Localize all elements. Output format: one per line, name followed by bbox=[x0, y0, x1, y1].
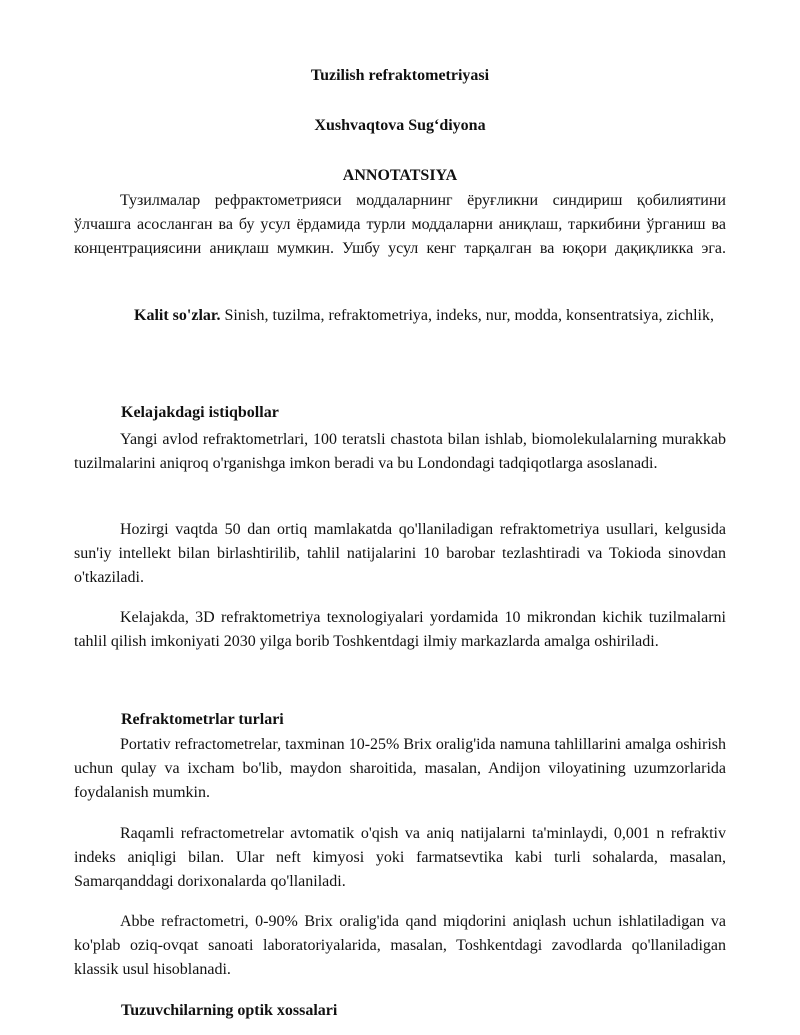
keywords-label: Kalit so'zlar. bbox=[134, 307, 221, 324]
document-author: Xushvaqtova Sug‘diyona bbox=[314, 117, 486, 134]
section-heading-types: Refraktometrlar turlari bbox=[121, 711, 284, 728]
section-paragraph: Portativ refractometrelar, taxminan 10-25% Brix oralig'ida namuna tahlillarini amalga oshirish uchun qulay va ixcham bo'lib, maydon sharoitida, masalan, Andijon viloyatining uzumzorlarida foydalanish mumkin. bbox=[74, 736, 726, 801]
section-paragraph: Yangi avlod refraktometrlari, 100 teratsli chastota bilan ishlab, biomolekulalarning murakkab tuzilmalarini aniqroq o'rganishga imkon beradi va bu Londondagi tadqiqotlarga asoslanadi. bbox=[74, 431, 726, 472]
section-paragraph: Kelajakda, 3D refraktometriya texnologiyalari yordamida 10 mikrondan kichik tuzilmalarni tahlil qilish imkoniyati 2030 yilga borib Toshkentdagi ilmiy markazlarda amalga oshiriladi. bbox=[74, 609, 726, 650]
document-title: Tuzilish refraktometriyasi bbox=[310, 67, 490, 84]
section-heading-optics: Tuzuvchilarning optik xossalari bbox=[121, 1002, 338, 1019]
section-paragraph: Raqamli refractometrelar avtomatik o'qish va aniq natijalarni ta'minlaydi, 0,001 n refraktiv indeks aniqligi bilan. Ular neft kimyosi yoki farmatsevtika kabi turli sohalarda, masalan, Samarqanddagi dorixonalarda qo'llaniladi. bbox=[74, 825, 726, 890]
annotation-heading: ANNOTATSIYA bbox=[342, 167, 458, 184]
section-heading-future: Kelajakdagi istiqbollar bbox=[121, 404, 279, 421]
keywords-text: Sinish, tuzilma, refraktometriya, indeks, nur, modda, konsentratsiya, zichlik, bbox=[220, 307, 714, 324]
section-paragraph: Hozirgi vaqtda 50 dan ortiq mamlakatda qo'llaniladigan refraktometriya usullari, kelgusida sun'iy intellekt bilan birlashtirilib, tahlil natijalarini 10 barobar tezlashtiradi va Tokioda sinovdan o'tkaziladi. bbox=[74, 521, 726, 586]
annotation-paragraph: Тузилмалар рефрактометрияси моддаларнинг ёруғликни синдириш қобилиятини ўлчашга асосланган ва бу усул ёрдамида турли моддаларни аниқлаш, таркибини ўрганиш ва концентрациясини аниқлаш мумкин. Ушбу усул кенг тарқалган ва юқори дақиқликка эга. bbox=[74, 192, 726, 257]
section-paragraph: Abbe refractometri, 0-90% Brix oralig'ida qand miqdorini aniqlash uchun ishlatiladigan va ko'plab oziq-ovqat sanoati laboratoriyalarida, masalan, Toshkentdagi zavodlarda qo'llaniladigan klassik usul hisoblanadi. bbox=[74, 913, 726, 978]
keywords-paragraph bbox=[74, 304, 726, 328]
